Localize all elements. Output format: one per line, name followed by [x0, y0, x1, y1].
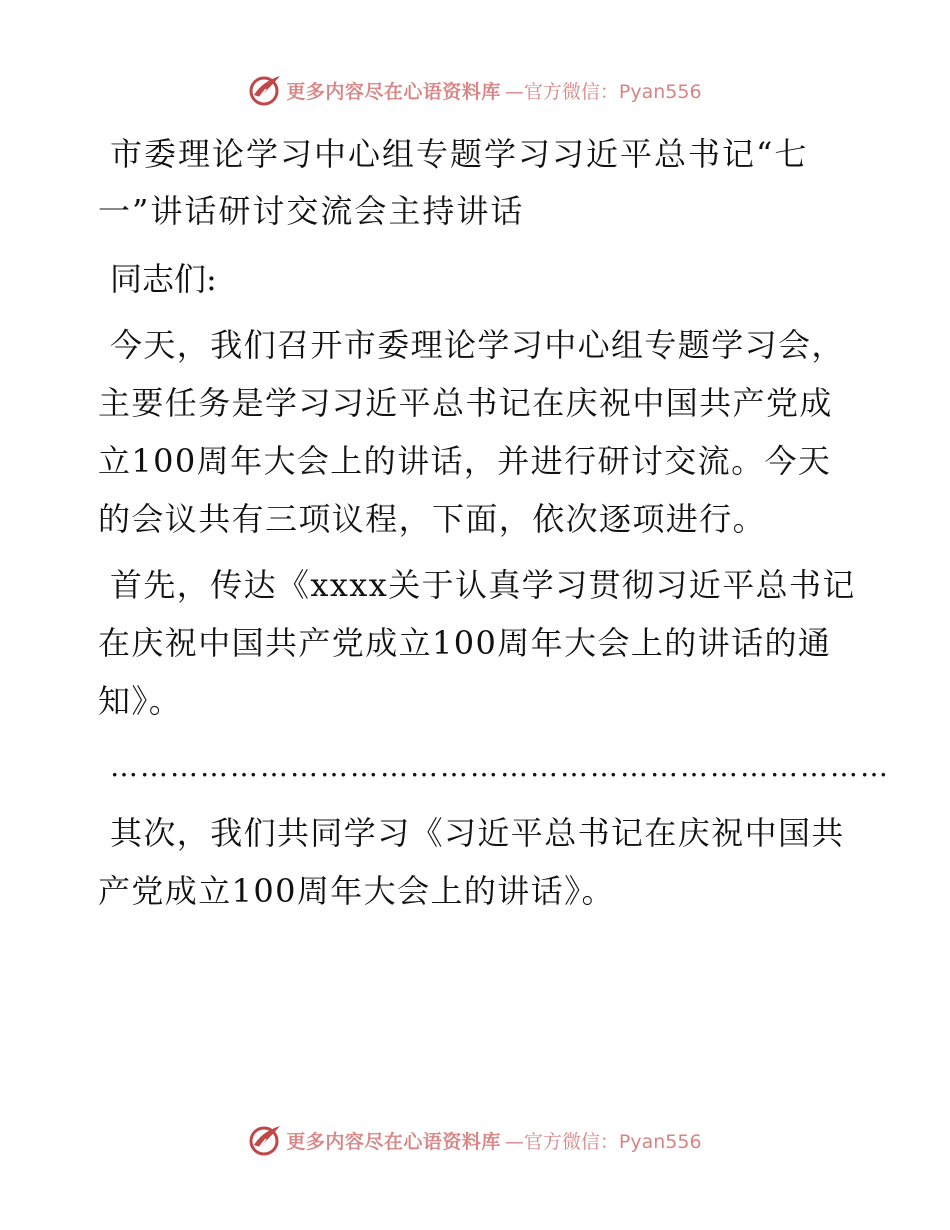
watermark-sub-text: —官方微信：Pyan556 — [504, 80, 702, 103]
title-line-2: 一”讲话研讨交流会主持讲话 — [98, 192, 525, 230]
paragraph-3: 其次，我们共同学习《习近平总书记在庆祝中国共产党成立100周年大会上的讲话》。 — [98, 814, 845, 910]
paragraph-2: 首先，传达《xxxx关于认真学习贯彻习近平总书记在庆祝中国共产党成立100周年大会上的讲话的通知》。 — [98, 566, 856, 720]
ellipsis-divider: …………………………………………………………………… — [110, 750, 890, 783]
watermark-footer — [0, 1120, 950, 1160]
title-line-1: 市委理论学习中心组专题学习习近平总书记“七 — [110, 135, 809, 173]
paragraph-1: 今天，我们召开市委理论学习中心组专题学习会，主要任务是学习习近平总书记在庆祝中国共产党成立100周年大会上的讲话，并进行研讨交流。今天的会议共有三项议程，下面，依次逐项进行。 — [98, 326, 845, 538]
quill-logo-icon — [248, 1123, 282, 1157]
document-body — [98, 126, 890, 928]
watermark-header — [0, 70, 950, 110]
watermark-main-text: 更多内容尽在心语资料库 — [286, 1130, 501, 1153]
watermark-main-text: 更多内容尽在心语资料库 — [286, 80, 501, 103]
quill-logo-icon — [248, 73, 282, 107]
watermark-sub-text: —官方微信：Pyan556 — [504, 1130, 702, 1153]
greeting: 同志们: — [110, 260, 217, 298]
document-title — [98, 126, 858, 240]
